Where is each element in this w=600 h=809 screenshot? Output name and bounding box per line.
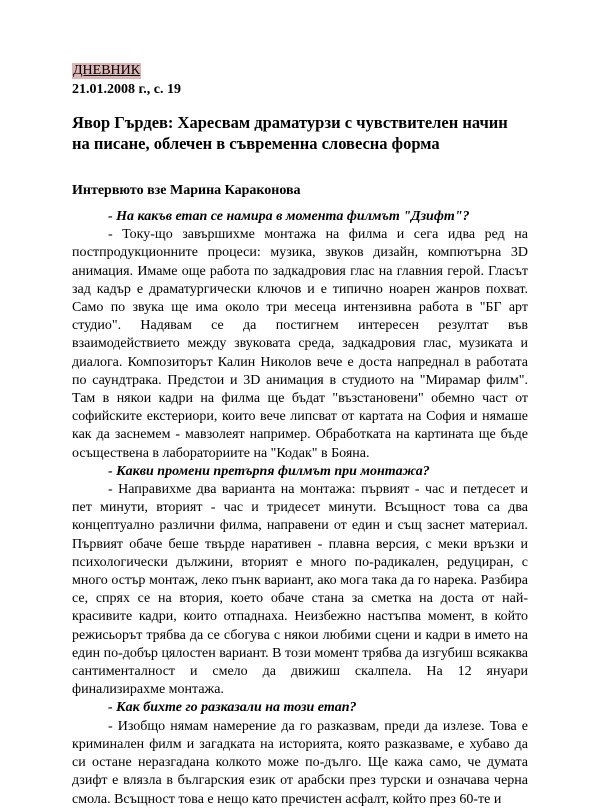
source-publication[interactable]: ДНЕВНИК bbox=[73, 63, 141, 78]
answer-1: - Току-що завършихме монтажа на филма и сега идва ред на постпродукционните процеси: музика, звуков дизайн, компютърна 3D анимация. Имаме още работа по задкадровия глас на главния герой. Гласът зад кадър е драматургически ключов и е типично ноарен жанров похват. Само по звука ще има около три месеца интензивна работа в "БГ арт студио". Надявам се да постигнем интересен резултат във взаимодействието между звуковата среда, задкадровия глас, музиката и диалога. Композиторът Калин Николов вече е доста напреднал в работата по саундтрака. Предстои и 3D анимация в студиото на "Мирамар филм". Там в някои кадри на филма ще бъдат "възстановени" обемно част от софийските екстериори, които вече липсват от картата на София и нямаше как да заснемем - мавзолеят например. Обработката на картината ще бъде осъществена в лабораториите на "Кодак" в Бояна. bbox=[72, 227, 528, 461]
question-3: - Как бихте го разказали на този етап? bbox=[108, 700, 357, 716]
article-body bbox=[72, 208, 528, 809]
dateline: 21.01.2008 г., с. 19 bbox=[72, 82, 181, 97]
question-2: - Какви промени претърпя филмът при монтажа? bbox=[108, 463, 430, 479]
byline: Интервюто взе Марина Караконова bbox=[72, 183, 301, 198]
answer-2: - Направихме два варианта на монтажа: първият - час и петдесет и пет минути, вторият - час и тридесет минути. Всъщност това са два концептуално различни филма, направени от един и същ заснет материал. Първият обаче беше твърде наративен - плавна версия, с меки връзки и психологически дължини, вторият е много по-радикален, редуциран, с много остър монтаж, леко пънк вариант, ако мога така да го нарека. Разбира се, спрях се на втория, което обаче стана за сметка на доста от най-красивите кадри, които отпаднаха. Неизбежно настъпва момент, в който режисьорът трябва да се сбогува с някои любими сцени и кадри в името на един по-добър цялостен вариант. В този момент трябва да изгубиш всякаква сантименталност и смело да движиш скалпела. На 12 януари финализирахме монтажа. bbox=[72, 482, 528, 698]
question-1: - На какъв етап се намира в момента филмът "Дзифт"? bbox=[108, 209, 470, 224]
headline: Явор Гърдев: Харесвам драматурзи с чувствителен начин на писане, облечен в съвременна словесна форма bbox=[72, 113, 508, 153]
answer-3: - Изобщо нямам намерение да го разказвам, преди да излезе. Това е криминален филм и загадката на историята, която разказваме, е хубаво да си остане неразгадана колкото може по-дълго. Ще кажа само, че думата дзифт е влязла в българския език от арабски през турски и означава черна смола. Всъщност това е нещо като пречистен асфалт, който през 60-те и bbox=[72, 718, 528, 807]
